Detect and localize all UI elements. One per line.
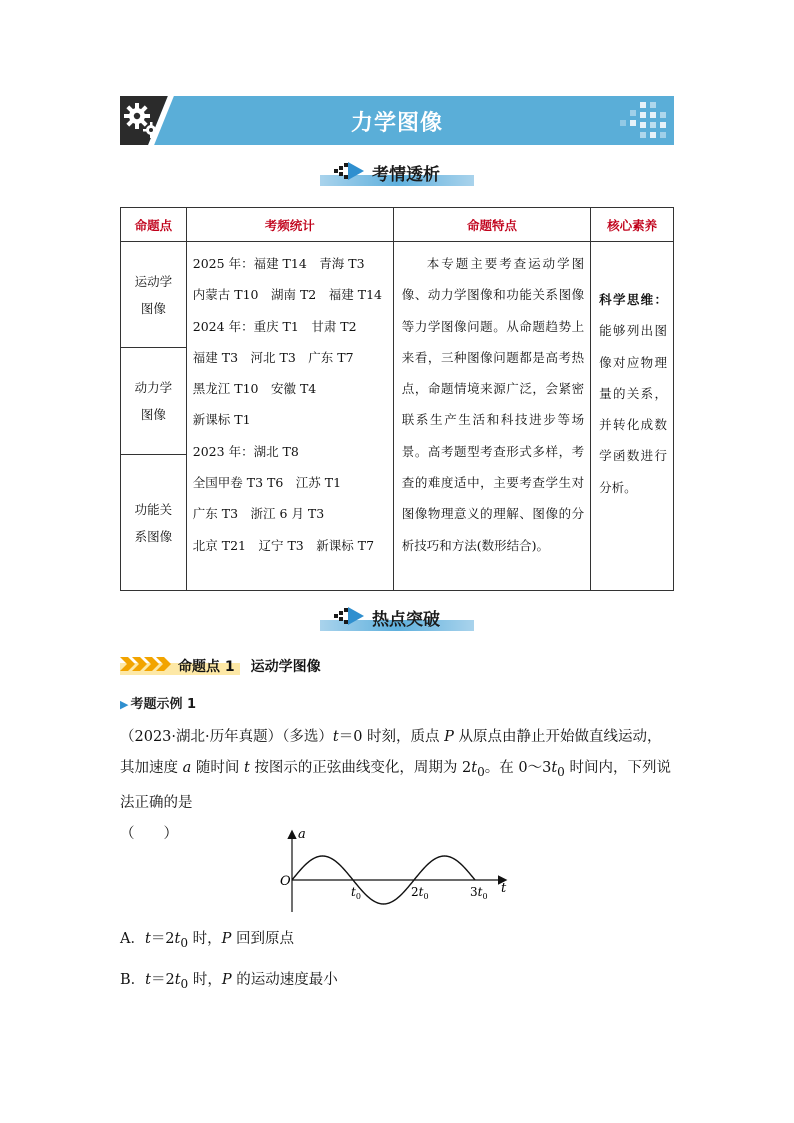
var-t: t [243,760,250,776]
feature-cell [393,242,590,591]
question-fragment: 随时间 [191,760,244,776]
origin-label: O [280,874,291,889]
question-fragment: 按图示的正弦曲线变化，周期为 2 [249,760,472,776]
stats-line: 广东 T3 浙江 6 月 T3 [192,506,325,522]
option-fragment: ＝2 [150,931,175,947]
x-label: t [501,881,507,896]
option-fragment: 时， [188,931,222,947]
option-fragment: 时， [188,972,222,988]
title-banner [120,96,674,145]
header-point: 命题点 [121,208,187,242]
core-label: 科学思维： [599,292,667,307]
stats-cell [186,242,393,591]
section-header-hotspot [320,603,474,633]
stats-line: 黑龙江 T10 安徽 T4 [192,381,317,397]
y-label: a [298,827,306,842]
question-fragment: 。在 0～3 [484,760,552,776]
option-a[interactable] [120,927,294,950]
point-kinematics: 运动学 图像 [121,242,187,348]
var-t: t [332,729,339,745]
play-arrow-icon [334,160,368,184]
tick-label-t0: $t_0$ [351,885,361,901]
feature-text: 本专题主要考查运动学图像、动力学图像和功能关系图像等力学图像问题。从命题趋势上来看，三种图像问题都是高考热点，命题情境来源广泛，会紧密联系生产生活和科技进步等场景。高考题型考查形式多样，考查的难度适中，主要考查学生对图像物理意义的理解、图像的分析技巧和方法(数形结合)。 [401,256,585,553]
question-fragment: ＝0 时刻，质点 [338,729,445,745]
stats-line: 2025 年：福建 T14 青海 T3 [192,256,365,271]
option-fragment: 回到原点 [231,931,295,947]
stats-line: 福建 T3 河北 T3 广东 T7 [192,349,354,365]
question-fragment: 时间内，下列说法正确的是 [120,760,671,811]
answer-blank: （ ） [120,825,178,842]
header-feature: 命题特点 [393,208,590,242]
topic-header [120,655,420,677]
option-fragment: 的运动速度最小 [231,972,338,988]
stats-line: 全国甲卷 T3 T6 江苏 T1 [192,475,342,491]
play-arrow-icon [334,605,368,629]
var-t: t [174,931,181,947]
stats-line: 内蒙古 T10 湖南 T2 福建 T14 [192,287,382,303]
subscript: 0 [180,935,189,950]
var-t: t [174,972,181,988]
var-t: t [145,972,151,988]
topic-label: 命题点 1 [178,659,235,675]
header-stats: 考频统计 [186,208,393,242]
option-letter: A． [120,931,145,947]
var-p: P [221,931,232,947]
subscript: 0 [180,976,189,991]
page-title: 力学图像 [350,111,443,136]
topic-title [178,656,321,676]
subscript: 0 [557,764,565,779]
sine-graph [280,826,520,916]
var-t: t [144,931,151,947]
exam-analysis-table [120,207,674,591]
question-fragment: 从原点由静止开始做直线运动，其加速度 [120,729,662,776]
tick-label-2t0: $2t_0$ [411,885,429,901]
example-label: 考题示例 1 [130,697,197,712]
question-source: （2023·湖北·历年真题）（多选） [120,729,333,745]
triangle-bullet-icon: ▶ [120,698,129,711]
table-row [121,242,674,348]
stats-line: 2024 年：重庆 T1 甘肃 T2 [192,318,357,334]
var-p: P [444,729,454,745]
example-title [120,693,196,712]
section-header-analysis [320,158,474,188]
header-core: 核心素养 [591,208,674,242]
stats-line: 新课标 T1 [192,412,251,428]
var-p: P [221,972,232,988]
option-b[interactable] [120,968,338,991]
option-fragment: ＝2 [150,972,175,988]
point-dynamics: 动力学 图像 [121,348,187,455]
section-title: 考情透析 [372,165,440,185]
stats-line: 2023 年：湖北 T8 [192,443,299,459]
var-t: t [551,760,558,776]
section-title: 热点突破 [372,610,440,630]
core-text: 能够列出图像对应物理量的关系，并转化成数学函数进行分析。 [599,323,667,495]
pixel-decoration-icon [610,98,670,143]
var-t: t [471,760,478,776]
table-header-row [121,208,674,242]
core-cell [591,242,674,591]
point-energy: 功能关 系图像 [121,455,187,591]
tick-labels [351,885,488,901]
topic-name: 运动学图像 [250,659,321,675]
tick-label-3t0: $3t_0$ [470,885,488,901]
option-letter: B． [120,972,146,988]
var-a: a [182,760,192,776]
stats-line: 北京 T21 辽宁 T3 新课标 T7 [192,537,375,553]
subscript: 0 [477,764,485,779]
